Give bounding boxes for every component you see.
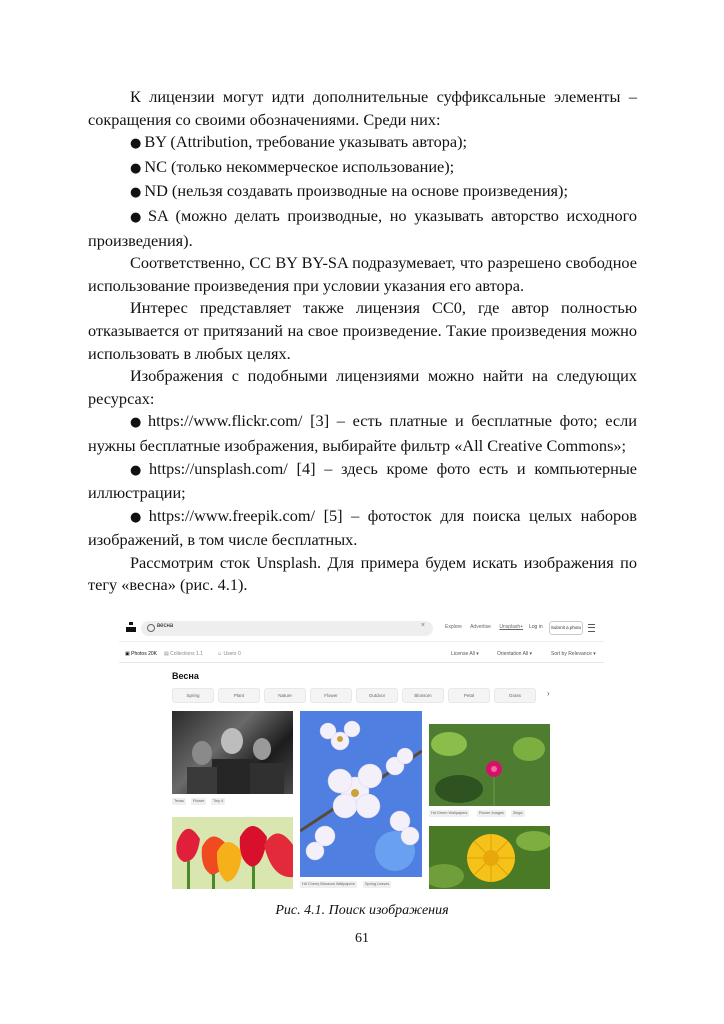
photo-pink-flower[interactable] — [429, 724, 550, 806]
nav-unsplash-plus[interactable]: Unsplash+ — [499, 624, 524, 630]
photo-bw-portrait-image — [172, 711, 293, 794]
unsplash-topbar — [119, 615, 604, 642]
photo-tag[interactable]: Flower Images — [479, 811, 504, 815]
results-tabs — [119, 648, 604, 663]
paragraph-2: Соответственно, CC BY BY-SA подразумевает, что разрешено свободное использование произведения при условии указания его автора. — [88, 253, 637, 295]
license-filter-label: License All — [451, 651, 475, 657]
photo-tulips[interactable] — [172, 817, 293, 889]
figure-caption: Рис. 4.1. Поиск изображения — [275, 903, 449, 918]
bullet-by — [88, 131, 637, 156]
tab-photos-label: Photos 20K — [131, 651, 157, 657]
related-chip[interactable]: Flower — [310, 688, 352, 703]
orientation-filter[interactable]: Orientation All ▾ — [497, 651, 533, 657]
tab-collections[interactable]: ▤ Collections 1.1 — [164, 651, 203, 657]
page-number: 61 — [355, 931, 369, 946]
paragraph-5: Рассмотрим сток Unsplash. Для примера будем искать изображения по тегу «весна» (рис. 4.1). — [88, 552, 637, 595]
sort-filter-label: Sort by Relevance — [551, 651, 592, 657]
photo-tag[interactable]: Zinga — [513, 811, 523, 815]
paragraph-1: К лицензии могут идти дополнительные суффиксальные элементы – сокращения со своими обозначениями. Среди них: — [88, 87, 637, 129]
photo-cherry-blossom-image — [300, 711, 422, 877]
related-chip[interactable]: Outdoor — [356, 688, 398, 703]
bullet-sa — [88, 205, 637, 252]
unsplash-screenshot-figure — [119, 615, 604, 896]
search-value: весна — [157, 623, 174, 629]
photo-pink-flower-image — [429, 724, 550, 806]
photo-tag[interactable]: Flower — [193, 799, 205, 803]
clear-icon[interactable]: × — [420, 622, 425, 629]
sort-filter[interactable]: Sort by Relevance ▾ — [551, 651, 596, 657]
tab-users-label: Users 0 — [223, 651, 241, 657]
search-icon — [147, 624, 155, 632]
photo-tulips-image — [172, 817, 293, 889]
tab-users[interactable]: ☺ Users 0 — [217, 651, 241, 657]
bullet-icon: ● — [130, 185, 142, 201]
photo-tag[interactable]: Hd Green Wallpapers — [431, 811, 468, 815]
bullet-icon: ● — [130, 415, 145, 431]
results-title: Весна — [172, 671, 199, 681]
nav-advertise[interactable]: Advertise — [470, 624, 491, 630]
chevron-right-icon[interactable]: › — [547, 689, 550, 698]
license-filter[interactable]: License All ▾ — [451, 651, 479, 657]
bullet-flickr — [88, 410, 637, 457]
menu-icon[interactable] — [588, 624, 595, 632]
bullet-text: SA (можно делать производные, но указывать авторство исходного произведения). — [88, 205, 638, 250]
bullet-icon: ● — [130, 509, 146, 525]
bullet-icon: ● — [130, 462, 146, 478]
related-chip[interactable]: Blossom — [402, 688, 444, 703]
photo-tag[interactable]: Tiny 4 — [213, 799, 224, 803]
paragraph-3: Интерес представляет также лицензия CC0, где автор полностью отказывается от притязаний на свое произведение. Такие произведения можно использовать в любых целях. — [88, 298, 637, 363]
photo-tag[interactable]: Spring Leaves — [365, 882, 390, 886]
related-chip[interactable]: Grass — [494, 688, 536, 703]
bullet-text: ND (нельзя создавать производные на основе произведения); — [144, 181, 568, 201]
bullet-text: https://unsplash.com/ [4] – здесь кроме фото есть и компьютерные иллюстрации; — [88, 458, 638, 503]
photo-bw-portrait[interactable] — [172, 711, 293, 794]
paragraph-4: Изображения с подобными лицензиями можно найти на следующих ресурсах: — [88, 366, 637, 408]
login-link[interactable]: Log in — [529, 624, 543, 630]
nav-explore[interactable]: Explore — [445, 624, 462, 630]
photo-tag[interactable]: Hd Cherry Blossom Wallpapers — [302, 882, 355, 886]
orientation-filter-label: Orientation All — [497, 651, 529, 657]
tab-collections-label: Collections 1.1 — [170, 651, 203, 657]
photo-cherry-blossom[interactable] — [300, 711, 422, 877]
bullet-text: https://www.freepik.com/ [5] – фотосток для поиска целых наборов изображений, в том числе бесплатных. — [88, 505, 637, 550]
tab-photos[interactable]: ▣ Photos 20K — [125, 651, 157, 657]
search-input[interactable] — [141, 621, 433, 636]
related-chip[interactable]: Spring — [172, 688, 214, 703]
submit-photo-button[interactable]: Submit a photo — [549, 621, 583, 635]
bullet-nc — [88, 156, 637, 181]
bullet-freepik — [88, 505, 637, 552]
body-text — [88, 86, 637, 597]
bullet-icon: ● — [130, 136, 142, 152]
top-nav — [445, 624, 530, 630]
bullet-text: NC (только некоммерческое использование); — [144, 156, 455, 176]
bullet-nd — [88, 180, 637, 205]
bullet-text: https://www.flickr.com/ [3] – есть платные и бесплатные фото; если нужны бесплатные изображения, выбирайте фильтр «All Creative Commons»; — [88, 411, 637, 455]
bullet-text: BY (Attribution, требование указывать автора); — [144, 132, 468, 152]
related-chip[interactable]: Petal — [448, 688, 490, 703]
bullet-icon: ● — [130, 209, 145, 225]
bullet-unsplash — [88, 458, 637, 505]
photo-dandelion[interactable] — [429, 826, 550, 889]
related-chip[interactable]: Plant — [218, 688, 260, 703]
related-chip[interactable]: Nature — [264, 688, 306, 703]
photo-tag[interactable]: Texas — [174, 799, 184, 803]
unsplash-logo-icon[interactable] — [126, 622, 136, 632]
photo-dandelion-image — [429, 826, 550, 889]
bullet-icon: ● — [130, 160, 142, 176]
